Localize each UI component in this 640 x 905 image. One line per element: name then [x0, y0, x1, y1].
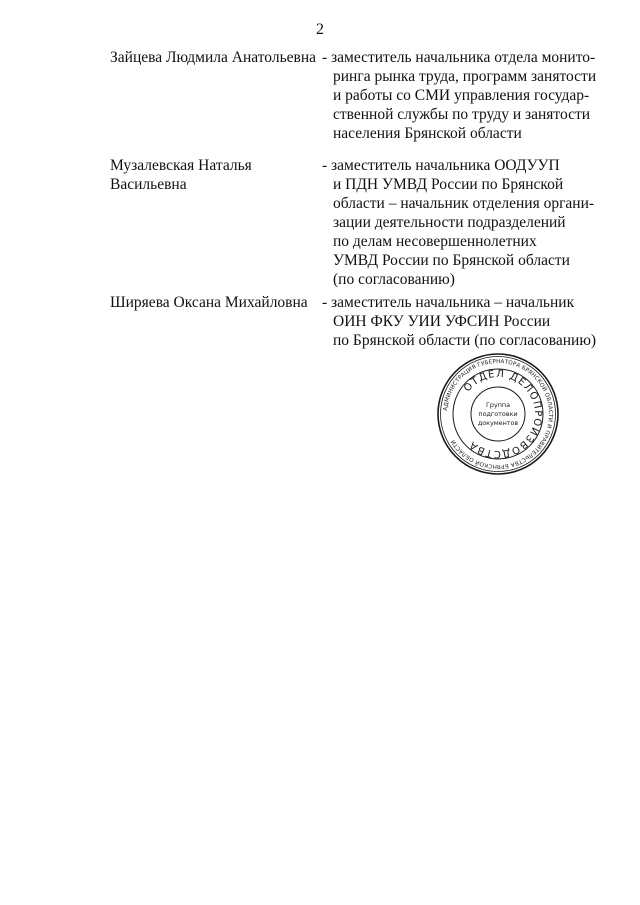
position-line: ОИН ФКУ УИИ УФСИН России	[333, 313, 551, 330]
position-line: по Брянской области (по согласованию)	[333, 332, 597, 349]
person-name-line: Васильевна	[110, 176, 187, 193]
position-line: ринга рынка труда, программ занятости	[333, 68, 597, 85]
position-line: (по согласованию)	[333, 271, 455, 288]
page-number: 2	[316, 21, 324, 38]
position-line: - заместитель начальника ООДУУП	[322, 157, 560, 174]
person-name-line: Зайцева Людмила Анатольевна	[110, 49, 317, 66]
person-position	[322, 293, 602, 350]
person-name	[110, 293, 310, 312]
svg-text:ОТДЕЛ ДЕЛОПРОИЗВОДСТВА: ОТДЕЛ ДЕЛОПРОИЗВОДСТВА	[462, 368, 544, 460]
position-line: области – начальник отделения органи-	[333, 195, 595, 212]
position-line: - заместитель начальника отдела монито-	[322, 49, 596, 66]
position-line: зации деятельности подразделений	[333, 214, 566, 231]
position-line: - заместитель начальника – начальник	[322, 294, 575, 311]
person-position	[322, 156, 602, 289]
position-line: и ПДН УМВД России по Брянской	[333, 176, 564, 193]
svg-text:АДМИНИСТРАЦИЯ ГУБЕРНАТОРА БРЯН: АДМИНИСТРАЦИЯ ГУБЕРНАТОРА БРЯНСКОЙ ОБЛАСТИ И ПРАВИТЕЛЬСТВА БРЯНСКОЙ ОБЛАСТИ	[443, 358, 554, 470]
person-name	[110, 156, 310, 194]
person-name-line: Ширяева Оксана Михайловна	[110, 294, 308, 311]
stamp-center-line: документов	[477, 419, 519, 427]
position-line: по делам несовершеннолетних	[333, 233, 537, 250]
person-position	[322, 48, 602, 143]
person-name	[110, 48, 317, 67]
position-line: ственной службы по труду и занятости	[333, 106, 591, 123]
office-stamp	[436, 352, 560, 476]
stamp-center-line: Группа	[485, 401, 511, 409]
person-name-line: Музалевская Наталья	[110, 157, 252, 174]
position-line: населения Брянской области	[333, 125, 522, 142]
stamp-center-line: подготовки	[478, 410, 518, 418]
stamp-seal-graphic	[436, 352, 560, 476]
position-line: УМВД России по Брянской области	[333, 252, 570, 269]
position-line: и работы со СМИ управления государ-	[333, 87, 590, 104]
